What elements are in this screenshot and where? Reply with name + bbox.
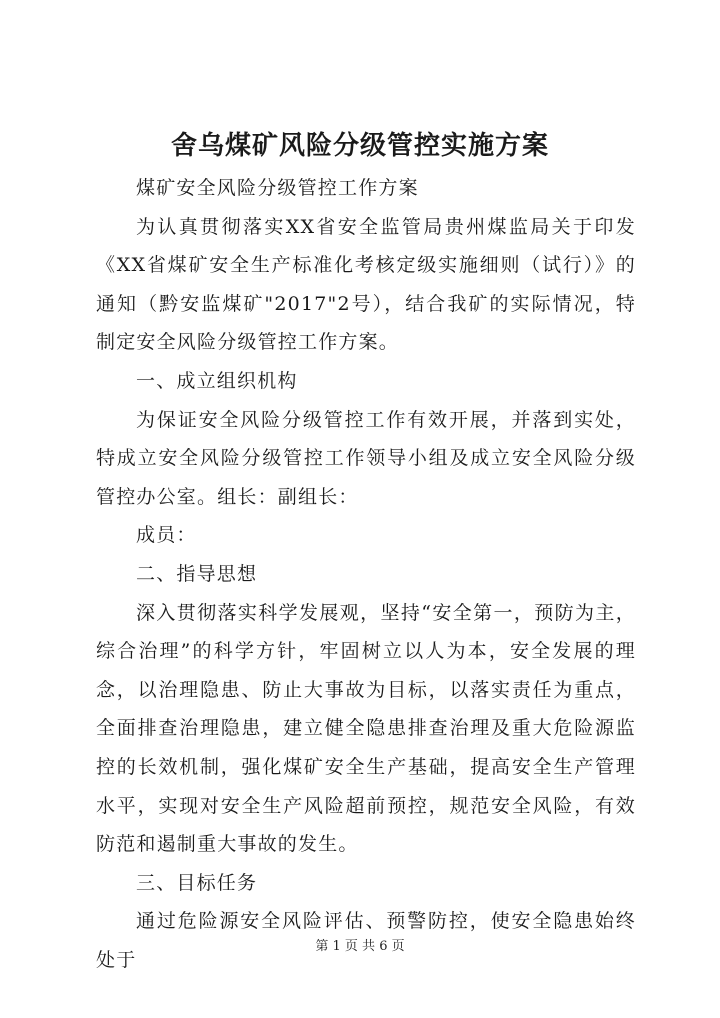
document-body: [96, 169, 636, 979]
document-title: 舍乌煤矿风险分级管控实施方案: [170, 131, 549, 161]
section-heading-3: 三、目标任务: [136, 871, 258, 894]
intro-paragraph: 为认真贯彻落实XX省安全监管局贵州煤监局关于印发《XX省煤矿安全生产标准化考核定级实施细则（试行）》的通知（黔安监煤矿"2017"2号），结合我矿的实际情况，特制定安全风险分级管控工作方案。: [96, 215, 636, 354]
page-footer: 第 1 页 共 6 页: [315, 939, 405, 954]
guiding-thought-paragraph: 深入贯彻落实科学发展观，坚持“安全第一，预防为主，综合治理”的科学方针，牢固树立以人为本，安全发展的理念，以治理隐患、防止大事故为目标，以落实责任为重点，全面排查治理隐患，建立健全隐患排查治理及重大危险源监控的长效机制，强化煤矿安全生产基础，提高安全生产管理水平，实现对安全生产风险超前预控，规范安全风险，有效防范和遏制重大事故的发生。: [96, 601, 636, 856]
section-heading-1: 一、成立组织机构: [136, 369, 298, 392]
subtitle-paragraph: 煤矿安全风险分级管控工作方案: [136, 177, 419, 199]
members-paragraph: 成员：: [136, 524, 197, 547]
section-heading-2: 二、指导思想: [136, 562, 258, 585]
organization-paragraph: 为保证安全风险分级管控工作有效开展，并落到实处，特成立安全风险分级管控工作领导小组及成立安全风险分级管控办公室。组长：副组长：: [96, 408, 636, 508]
goals-paragraph: 通过危险源安全风险评估、预警防控，使安全隐患始终处于: [96, 910, 636, 971]
